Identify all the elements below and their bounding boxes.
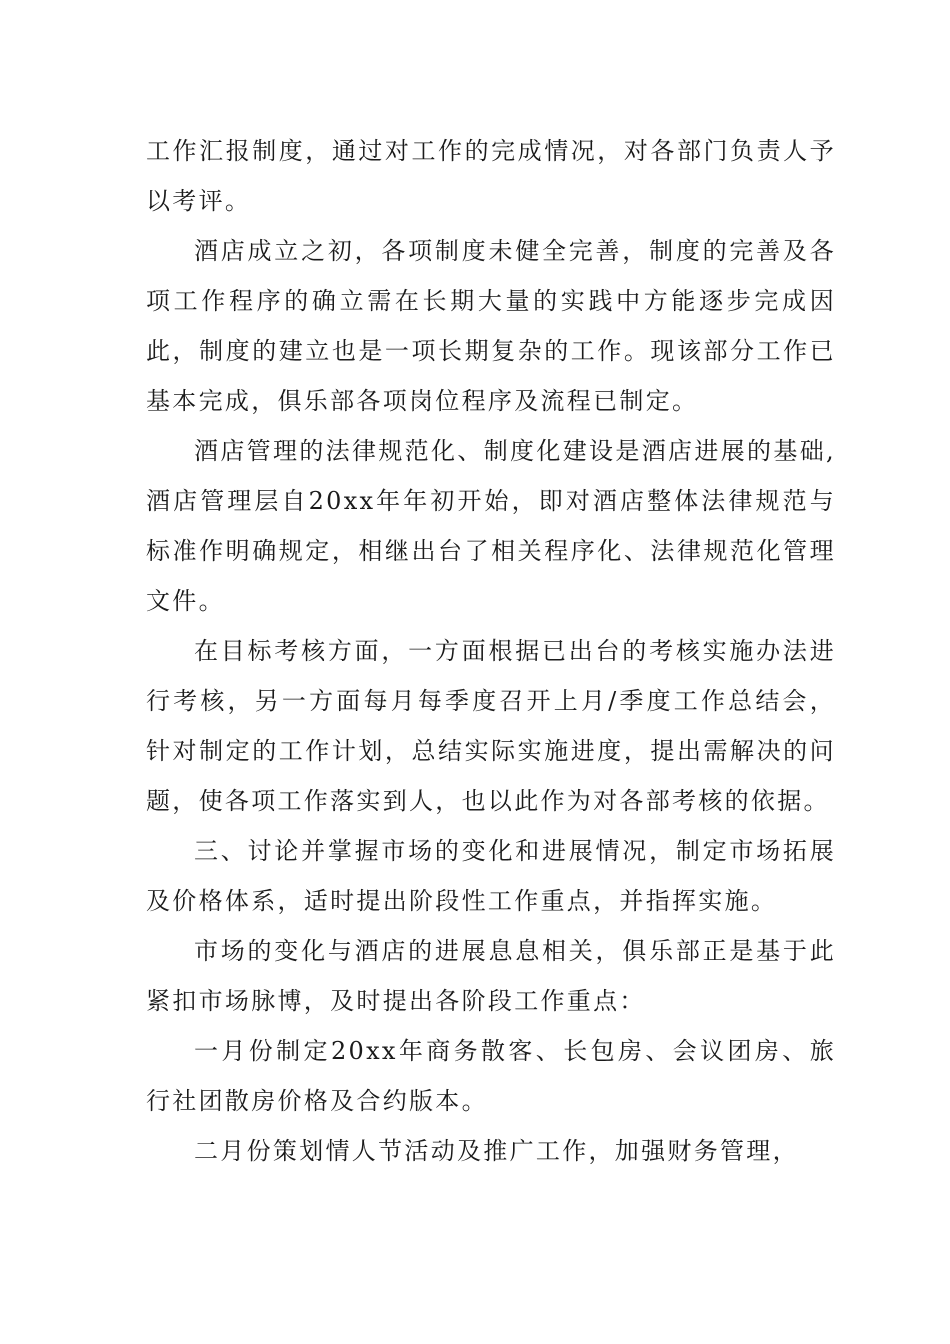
paragraph-february: 二月份策划情人节活动及推广工作，加强财务管理，: [194, 1137, 799, 1165]
paragraph-market-changes: 市场的变化与酒店的进展息息相关，俱乐部正是基于此紧扣市场脉博，及时提出各阶段工作重点：: [146, 937, 836, 1015]
paragraph-january: 一月份制定20xx年商务散客、长包房、会议团房、旅行社团散房价格及合约版本。: [146, 1037, 836, 1115]
paragraph-legal-standardization: 酒店管理的法律规范化、制度化建设是酒店进展的基础,酒店管理层自20xx年年初开始，即对酒店整体法律规范与标准作明确规定，相继出台了相关程序化、法律规范化管理文件。: [146, 437, 836, 615]
paragraph-system-setup: 酒店成立之初，各项制度未健全完善，制度的完善及各项工作程序的确立需在长期大量的实践中方能逐步完成因此，制度的建立也是一项长期复杂的工作。现该部分工作已基本完成，俱乐部各项岗位程序及流程已制定。: [146, 237, 836, 415]
paragraph-continued: 工作汇报制度，通过对工作的完成情况，对各部门负责人予以考评。: [146, 137, 836, 215]
paragraph-target-assessment: 在目标考核方面，一方面根据已出台的考核实施办法进行考核，另一方面每月每季度召开上月/季度工作总结会，针对制定的工作计划，总结实际实施进度，提出需解决的问题，使各项工作落实到人，也以此作为对各部考核的依据。: [146, 637, 836, 815]
document-body: [146, 126, 836, 1176]
paragraph-section-three: 三、讨论并掌握市场的变化和进展情况，制定市场拓展及价格体系，适时提出阶段性工作重点，并指挥实施。: [146, 837, 836, 915]
